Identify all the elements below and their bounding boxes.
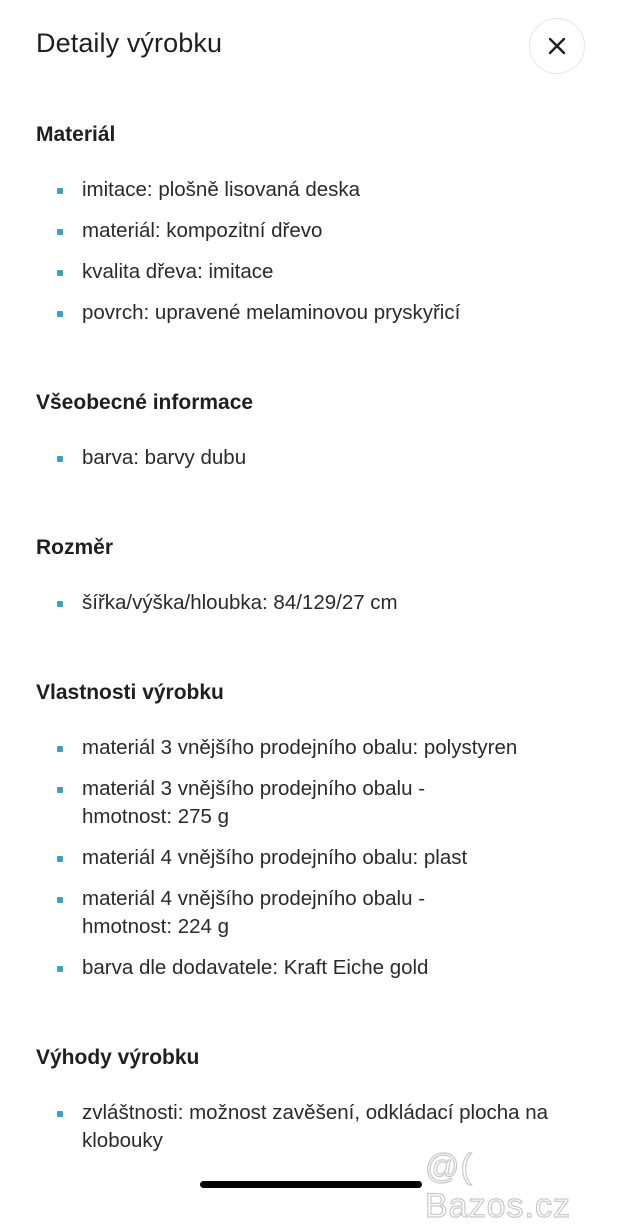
section-product-benefits: [36, 1044, 596, 1155]
list-item: [36, 1099, 576, 1155]
item-text: zvláštnosti: možnost zavěšení, odkládací plocha na klobouky: [82, 1101, 549, 1152]
bullet-icon: [57, 311, 63, 317]
item-list: [36, 589, 596, 617]
page-title: Detaily výrobku: [36, 28, 223, 58]
watermark: @( Bazos.cz: [425, 1148, 571, 1225]
list-item: [36, 775, 502, 831]
bullet-icon: [57, 746, 63, 752]
item-list: [36, 1099, 576, 1155]
list-item: [36, 444, 596, 472]
section-general-info: [36, 389, 596, 472]
bullet-icon: [57, 897, 63, 903]
home-indicator[interactable]: [200, 1181, 422, 1188]
section-title: Všeobecné informace: [36, 391, 254, 414]
bullet-icon: [57, 787, 63, 793]
item-list: [36, 176, 596, 327]
list-item: [36, 299, 596, 327]
close-button[interactable]: [529, 18, 585, 74]
list-item: [36, 734, 518, 762]
item-text: šířka/výška/hloubka: 84/129/27 cm: [82, 591, 398, 614]
list-item: [36, 589, 596, 617]
modal-header: [0, 0, 622, 100]
section-product-properties: [36, 679, 596, 982]
item-text: kvalita dřeva: imitace: [82, 260, 274, 283]
list-item: [36, 885, 502, 941]
list-item: [36, 844, 468, 872]
bullet-icon: [57, 270, 63, 276]
item-list: [36, 444, 596, 472]
item-text: materiál 4 vnějšího prodejního obalu - hmotnost: 224 g: [82, 887, 426, 938]
section-title: Materiál: [36, 123, 116, 146]
bullet-icon: [57, 1111, 63, 1117]
list-item: [36, 176, 596, 204]
section-title: Rozměr: [36, 536, 114, 559]
bullet-icon: [57, 188, 63, 194]
bullet-icon: [57, 856, 63, 862]
list-item: [36, 258, 596, 286]
section-title: Výhody výrobku: [36, 1046, 200, 1069]
list-item: [36, 217, 596, 245]
item-text: materiál 4 vnějšího prodejního obalu: plast: [82, 846, 468, 869]
bullet-icon: [57, 229, 63, 235]
item-text: materiál 3 vnějšího prodejního obalu - hmotnost: 275 g: [82, 777, 426, 828]
section-title: Vlastnosti výrobku: [36, 681, 224, 704]
item-text: barva dle dodavatele: Kraft Eiche gold: [82, 956, 429, 979]
list-item: [36, 954, 446, 982]
item-text: materiál 3 vnějšího prodejního obalu: polystyren: [82, 736, 518, 759]
bullet-icon: [57, 456, 63, 462]
bullet-icon: [57, 601, 63, 607]
section-material: [36, 121, 596, 327]
close-icon: [547, 36, 567, 56]
item-text: materiál: kompozitní dřevo: [82, 219, 323, 242]
item-text: imitace: plošně lisovaná deska: [82, 178, 361, 201]
item-text: povrch: upravené melaminovou pryskyřicí: [82, 301, 461, 324]
item-text: barva: barvy dubu: [82, 446, 247, 469]
item-list: [36, 734, 518, 982]
section-dimensions: [36, 534, 596, 617]
bullet-icon: [57, 966, 63, 972]
